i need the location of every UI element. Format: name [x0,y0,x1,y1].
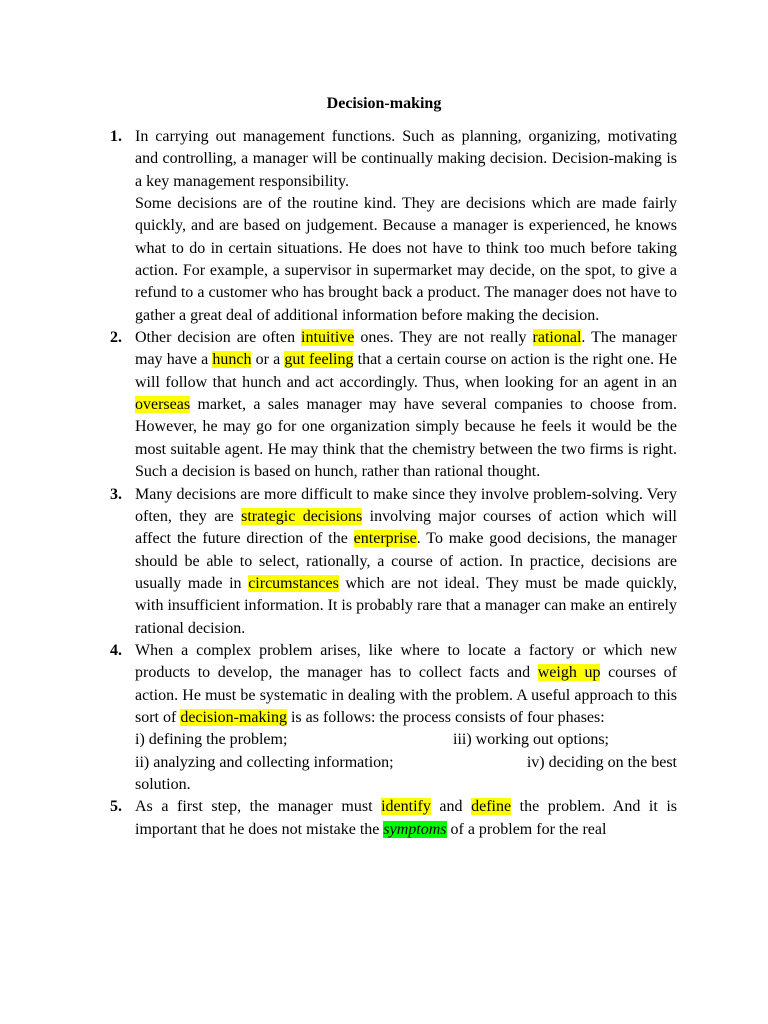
text-run: the problem. And it is important that he does not mistake the [135,798,678,838]
item-1-paragraph-2: Some decisions are of the routine kind. They are decisions which are made fairly quickly, and are based on judgement. Because a manager is experienced, he knows what to do in certain situations. He does not have to think too much before taking action. For example, a supervisor in supermarket may decide, on the spot, to give a refund to a customer who has brought back a product. The manager does not have to gather a great deal of additional information before making the decision. [135,195,677,324]
highlighted-term: define [471,798,512,816]
text-run: is as follows: the process consists of four phases: [286,708,605,726]
highlighted-term: overseas [135,396,191,414]
document-title: Decision-making [326,95,442,112]
text-run: of a problem for the real [446,820,607,838]
phases-row-1 [135,729,677,751]
item-2-paragraph [135,327,677,483]
list-item-5 [110,796,678,841]
list-item-1 [110,126,677,327]
phase-4-continuation: solution. [135,775,191,793]
text-run: Other decision are often [135,329,302,347]
highlighted-term: gut feeling [284,351,354,369]
text-run: and [430,798,472,816]
list-item-4 [110,640,678,796]
highlighted-term: intuitive [301,329,355,347]
item-1-paragraph-1: In carrying out management functions. Such as planning, organizing, motivating and controlling, a manager will be continually making decision. Decision-making is a key management responsibility. [135,128,677,190]
item-number: 1. [110,128,122,145]
item-number: 2. [110,329,122,347]
item-number: 4. [110,641,122,659]
phase-3: iii) working out options; [453,731,609,749]
highlighted-term: hunch [212,351,252,369]
phases-row-2 [135,752,677,774]
numbered-list [110,126,678,841]
highlighted-term: enterprise [353,530,417,548]
highlighted-term: rational [532,329,582,347]
phase-4: iv) deciding on the best [526,753,677,771]
highlighted-term-green: symptoms [383,820,447,838]
item-4-paragraph [135,640,677,729]
item-5-paragraph [135,796,677,841]
highlighted-term: circumstances [248,574,339,592]
text-run: or a [251,351,285,369]
text-run: involving major courses of action which will affect the future direction of the [135,507,677,548]
text-run: . The manager may have a [135,329,677,369]
highlighted-term: strategic decisions [241,507,363,525]
highlighted-term: decision-making [180,708,287,726]
text-run: that a certain course on action is the right one. He will follow that hunch and act accordingly. Thus, when looking for an agent in an [135,351,677,391]
item-number: 5. [110,798,122,816]
highlighted-term: identify [381,798,431,816]
text-run: . To make good decisions, the manager should be able to select, rationally, a course of action. In practice, decisions are usually made in [135,530,677,592]
text-run: When a complex problem arises, like where to locate a factory or which new products to develop, the manager has to collect facts and [135,641,677,682]
text-run: ones. They are not really [354,329,533,347]
text-run: courses of action. He must be systematic in dealing with the problem. A useful approach to this sort of [135,664,678,726]
phase-1: i) defining the problem; [135,731,288,749]
text-run: Many decisions are more difficult to make since they involve problem-solving. Very often, they are [135,485,677,525]
text-run: market, a sales manager may have several companies to choose from. However, he may go for one organization simply because he feels it would be the most suitable agent. He may think that the chemistry between the two firms is right. Such a decision is based on hunch, rather than rational thought. [135,396,677,481]
item-number: 3. [110,485,122,503]
item-3-paragraph [135,484,677,640]
list-item-3 [110,484,678,640]
highlighted-term: weigh up [537,664,601,682]
list-item-2 [110,327,677,483]
phase-2: ii) analyzing and collecting information; [135,753,394,771]
text-run: As a first step, the manager must [135,798,382,816]
text-run: which are not ideal. They must be made quickly, with insufficient information. It is probably rare that a manager can make an entirely rational decision. [135,574,678,637]
